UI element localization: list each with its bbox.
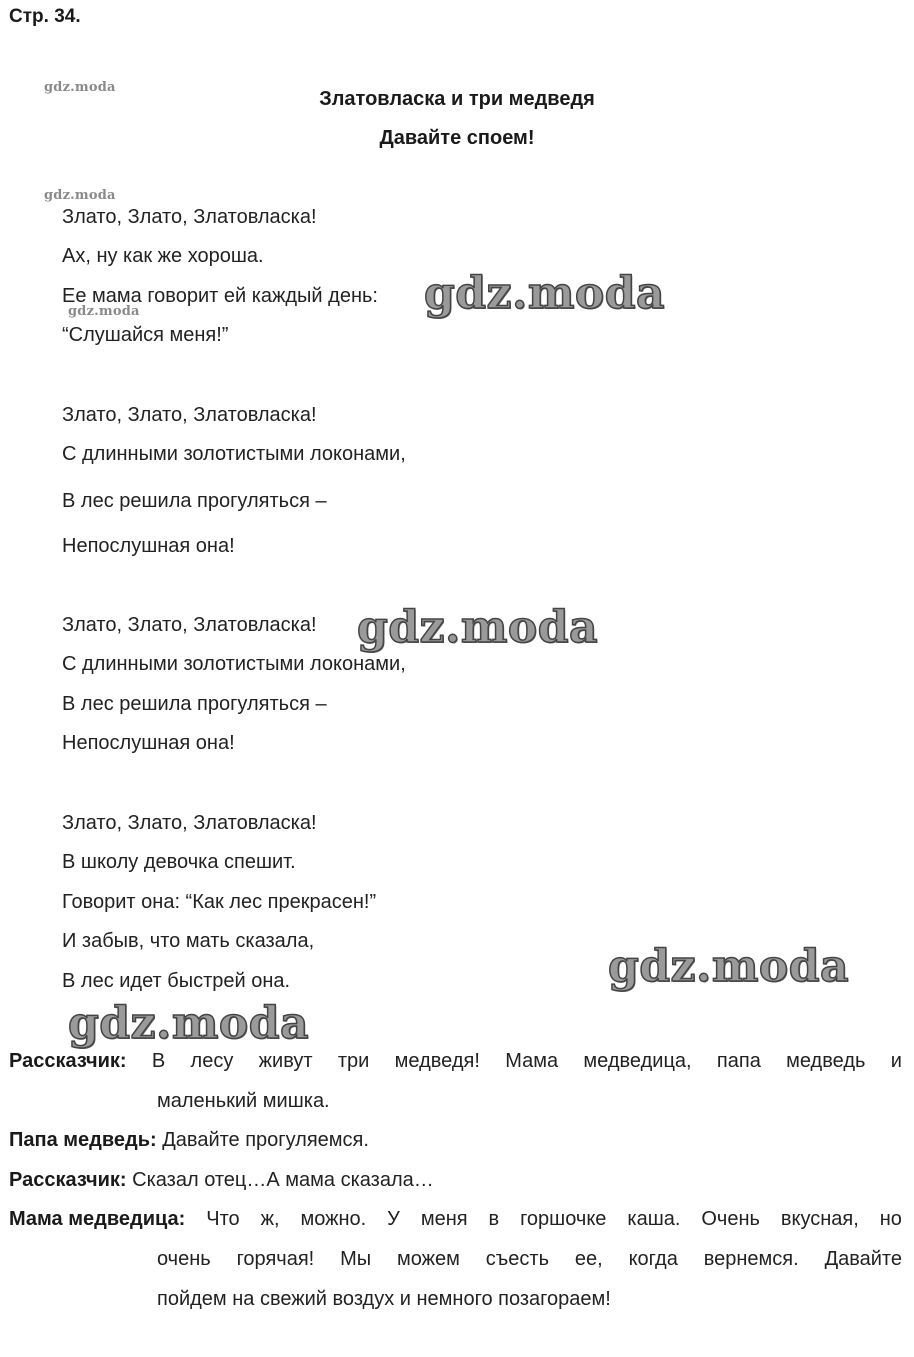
verse-line: Ее мама говорит ей каждый день: bbox=[62, 285, 378, 307]
verse-line: Злато, Злато, Златовласка! bbox=[62, 206, 317, 228]
verse-line: С длинными золотистыми локонами, bbox=[62, 443, 406, 465]
watermark-large: gdz.moda bbox=[424, 268, 666, 319]
verse-line: В лес идет быстрей она. bbox=[62, 970, 291, 992]
verse-line: Ах, ну как же хороша. bbox=[62, 245, 264, 267]
verse-line: “Слушайся меня!” bbox=[62, 324, 229, 346]
dialogue-text: Давайте прогуляемся. bbox=[162, 1129, 369, 1151]
speaker-name: Рассказчик: bbox=[9, 1050, 127, 1072]
watermark-small: gdz.moda bbox=[44, 188, 116, 203]
verse-line: В школу девочка спешит. bbox=[62, 851, 296, 873]
verse-line: И забыв, что мать сказала, bbox=[62, 930, 315, 952]
dialogue-entry: Мама медведица: Что ж, можно. У меня в горшочке каша. Очень вкусная, но очень горячая! Мы можем съесть ее, когда вернемся. Давайте пойдем на свежий воздух и немного позагораем! bbox=[9, 1208, 902, 1310]
watermark-large: gdz.moda bbox=[68, 998, 310, 1049]
song-title: Златовласка и три медведя bbox=[319, 88, 595, 110]
song-subtitle: Давайте споем! bbox=[379, 127, 535, 149]
speaker-name: Рассказчик: bbox=[9, 1169, 127, 1191]
watermark-small: gdz.moda bbox=[44, 80, 116, 95]
verse-line: Непослушная она! bbox=[62, 732, 235, 754]
watermark-small: gdz.moda bbox=[68, 304, 140, 319]
dialogue-entry bbox=[9, 1128, 902, 1152]
verse-line: В лес решила прогуляться – bbox=[62, 693, 327, 715]
verse-line: Злато, Злато, Златовласка! bbox=[62, 614, 317, 636]
verse-line: Злато, Злато, Златовласка! bbox=[62, 812, 317, 834]
dialogue-entry bbox=[9, 1168, 902, 1192]
dialogue-text: маленький мишка. bbox=[157, 1090, 330, 1112]
verse-line: С длинными золотистыми локонами, bbox=[62, 653, 406, 675]
page-number: Стр. 34. bbox=[9, 6, 81, 27]
dialogue-text: Сказал отец…А мама сказала… bbox=[132, 1169, 434, 1191]
dialogue-text: очень горячая! Мы можем съесть ее, когда вернемся. Давайте bbox=[157, 1248, 902, 1270]
verse-line: Говорит она: “Как лес прекрасен!” bbox=[62, 891, 377, 913]
speaker-name: Мама медведица: bbox=[9, 1208, 186, 1230]
watermark-large: gdz.moda bbox=[357, 602, 599, 653]
speaker-name: Папа медведь: bbox=[9, 1129, 157, 1151]
verse-line: Непослушная она! bbox=[62, 535, 235, 557]
watermark-large: gdz.moda bbox=[608, 941, 850, 992]
verse-line: В лес решила прогуляться – bbox=[62, 490, 327, 512]
dialogue-text: пойдем на свежий воздух и немного позагораем! bbox=[157, 1288, 611, 1310]
dialogue-entry: Рассказчик: В лесу живут три медведя! Мама медведица, папа медведь и маленький мишка. bbox=[9, 1050, 902, 1112]
verse-line: Злато, Злато, Златовласка! bbox=[62, 404, 317, 426]
